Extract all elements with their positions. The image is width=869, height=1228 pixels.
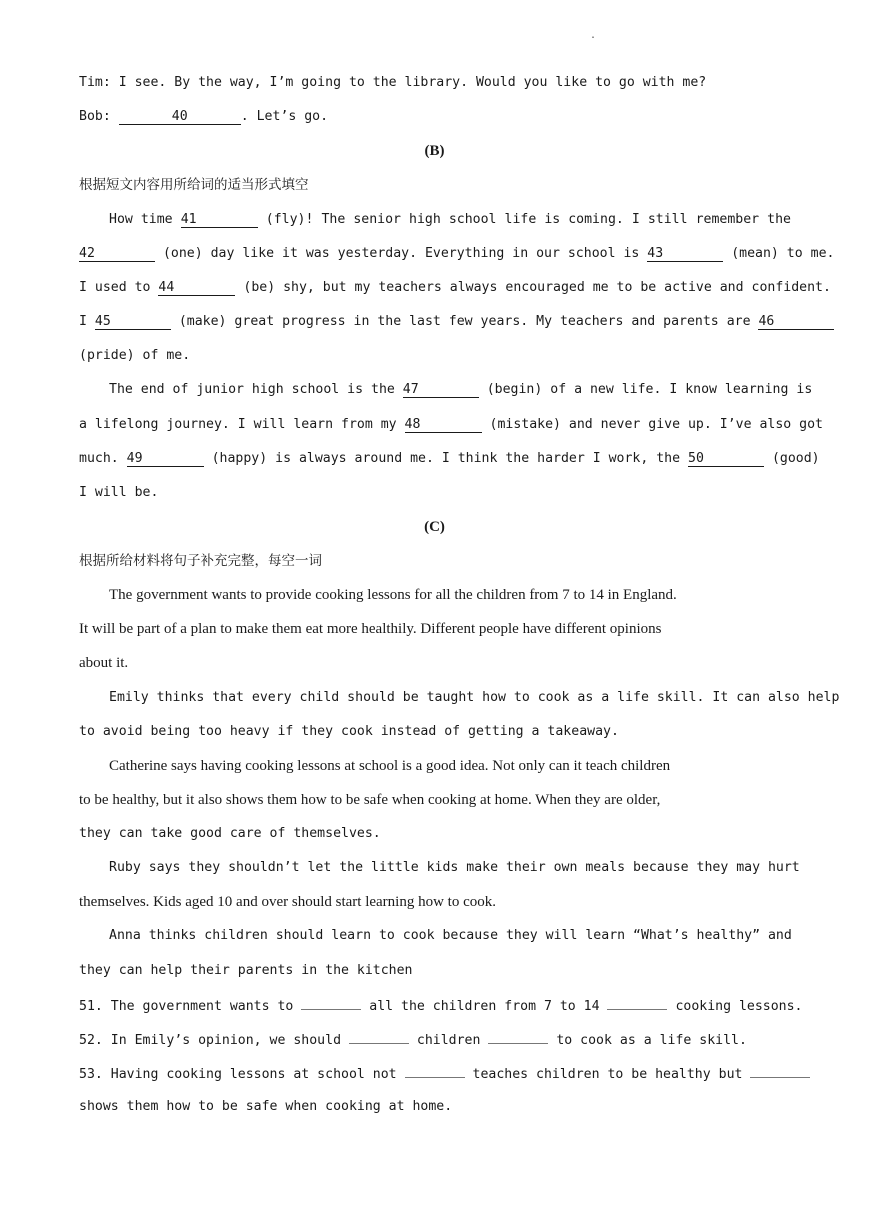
section-c-p2-line-2: to avoid being too heavy if they cook instead of getting a takeaway. bbox=[79, 724, 619, 739]
section-c-p3-line-3: they can take good care of themselves. bbox=[79, 826, 381, 841]
blank-43[interactable]: 43 bbox=[647, 246, 723, 262]
section-c-p1-line-3: about it. bbox=[79, 655, 129, 671]
section-b-line-9: I will be. bbox=[79, 485, 159, 500]
section-b-line-2: 42 (one) day like it was yesterday. Everything in our school is 43 (mean) to me. bbox=[79, 246, 835, 261]
section-c-p5-line-2: they can help their parents in the kitchen bbox=[79, 963, 413, 978]
blank-49[interactable]: 49 bbox=[127, 451, 204, 467]
blank-46[interactable]: 46 bbox=[758, 314, 834, 330]
q53-blank-2[interactable] bbox=[750, 1064, 810, 1078]
blank-50[interactable]: 50 bbox=[688, 451, 764, 467]
section-c-p1-line-2: It will be part of a plan to make them eat more healthily. Different people have different opinions bbox=[79, 621, 662, 637]
section-b-line-6: The end of junior high school is the 47 (begin) of a new life. I know learning is bbox=[109, 382, 813, 397]
dialog-tim-line: Tim: I see. By the way, I’m going to the library. Would you like to go with me? bbox=[79, 75, 707, 90]
section-c-p3-line-1: Catherine says having cooking lessons at school is a good idea. Not only can it teach children bbox=[109, 758, 671, 774]
section-b-line-3: I used to 44 (be) shy, but my teachers always encouraged me to be active and confident. bbox=[79, 280, 831, 295]
blank-47[interactable]: 47 bbox=[403, 382, 479, 398]
q52-blank-2[interactable] bbox=[488, 1030, 548, 1044]
section-c-p3-line-2: to be healthy, but it also shows them how to be safe when cooking at home. When they are older, bbox=[79, 792, 661, 808]
blank-41[interactable]: 41 bbox=[181, 212, 258, 228]
blank-48[interactable]: 48 bbox=[405, 417, 482, 433]
section-c-p2-line-1: Emily thinks that every child should be taught how to cook as a life skill. It can also help bbox=[109, 690, 840, 705]
section-c-p4-line-1: Ruby says they shouldn’t let the little kids make their own meals because they may hurt bbox=[109, 860, 800, 875]
question-53: 53. Having cooking lessons at school not teaches children to be healthy but bbox=[79, 1064, 791, 1084]
section-c-p5-line-1: Anna thinks children should learn to cook because they will learn “What’s healthy” and bbox=[109, 928, 792, 943]
question-53-line-2: shows them how to be safe when cooking at home. bbox=[79, 1099, 453, 1114]
header-mark: . bbox=[590, 30, 597, 41]
question-52: 52. In Emily’s opinion, we should children to cook as a life skill. bbox=[79, 1030, 791, 1050]
blank-40[interactable]: 40 bbox=[119, 109, 241, 125]
dialog-bob-line: Bob: 40 . Let’s go. bbox=[79, 109, 329, 124]
section-b-line-7: a lifelong journey. I will learn from my 48 (mistake) and never give up. I’ve also got bbox=[79, 417, 823, 432]
blank-42[interactable]: 42 bbox=[79, 246, 155, 262]
q53-blank-1[interactable] bbox=[405, 1064, 465, 1078]
blank-45[interactable]: 45 bbox=[95, 314, 171, 330]
section-b-line-5: (pride) of me. bbox=[79, 348, 191, 363]
blank-44[interactable]: 44 bbox=[158, 280, 235, 296]
section-c-p1-line-1: The government wants to provide cooking lessons for all the children from 7 to 14 in England. bbox=[109, 587, 677, 603]
section-b-heading: (B) bbox=[424, 143, 445, 159]
section-c-heading: (C) bbox=[424, 519, 445, 535]
section-b-line-1: How time 41 (fly)! The senior high school life is coming. I still remember the bbox=[109, 212, 791, 227]
q51-blank-2[interactable] bbox=[607, 996, 667, 1010]
question-51: 51. The government wants to all the children from 7 to 14 cooking lessons. bbox=[79, 996, 791, 1016]
section-c-instruction: 根据所给材料将句子补充完整，每空一词 bbox=[79, 553, 322, 569]
section-b-instruction: 根据短文内容用所给词的适当形式填空 bbox=[79, 177, 309, 193]
q52-blank-1[interactable] bbox=[349, 1030, 409, 1044]
section-b-line-8: much. 49 (happy) is always around me. I think the harder I work, the 50 (good) bbox=[79, 451, 820, 466]
section-b-line-4: I 45 (make) great progress in the last few years. My teachers and parents are 46 bbox=[79, 313, 791, 331]
section-c-p4-line-2: themselves. Kids aged 10 and over should start learning how to cook. bbox=[79, 894, 496, 910]
q51-blank-1[interactable] bbox=[301, 996, 361, 1010]
